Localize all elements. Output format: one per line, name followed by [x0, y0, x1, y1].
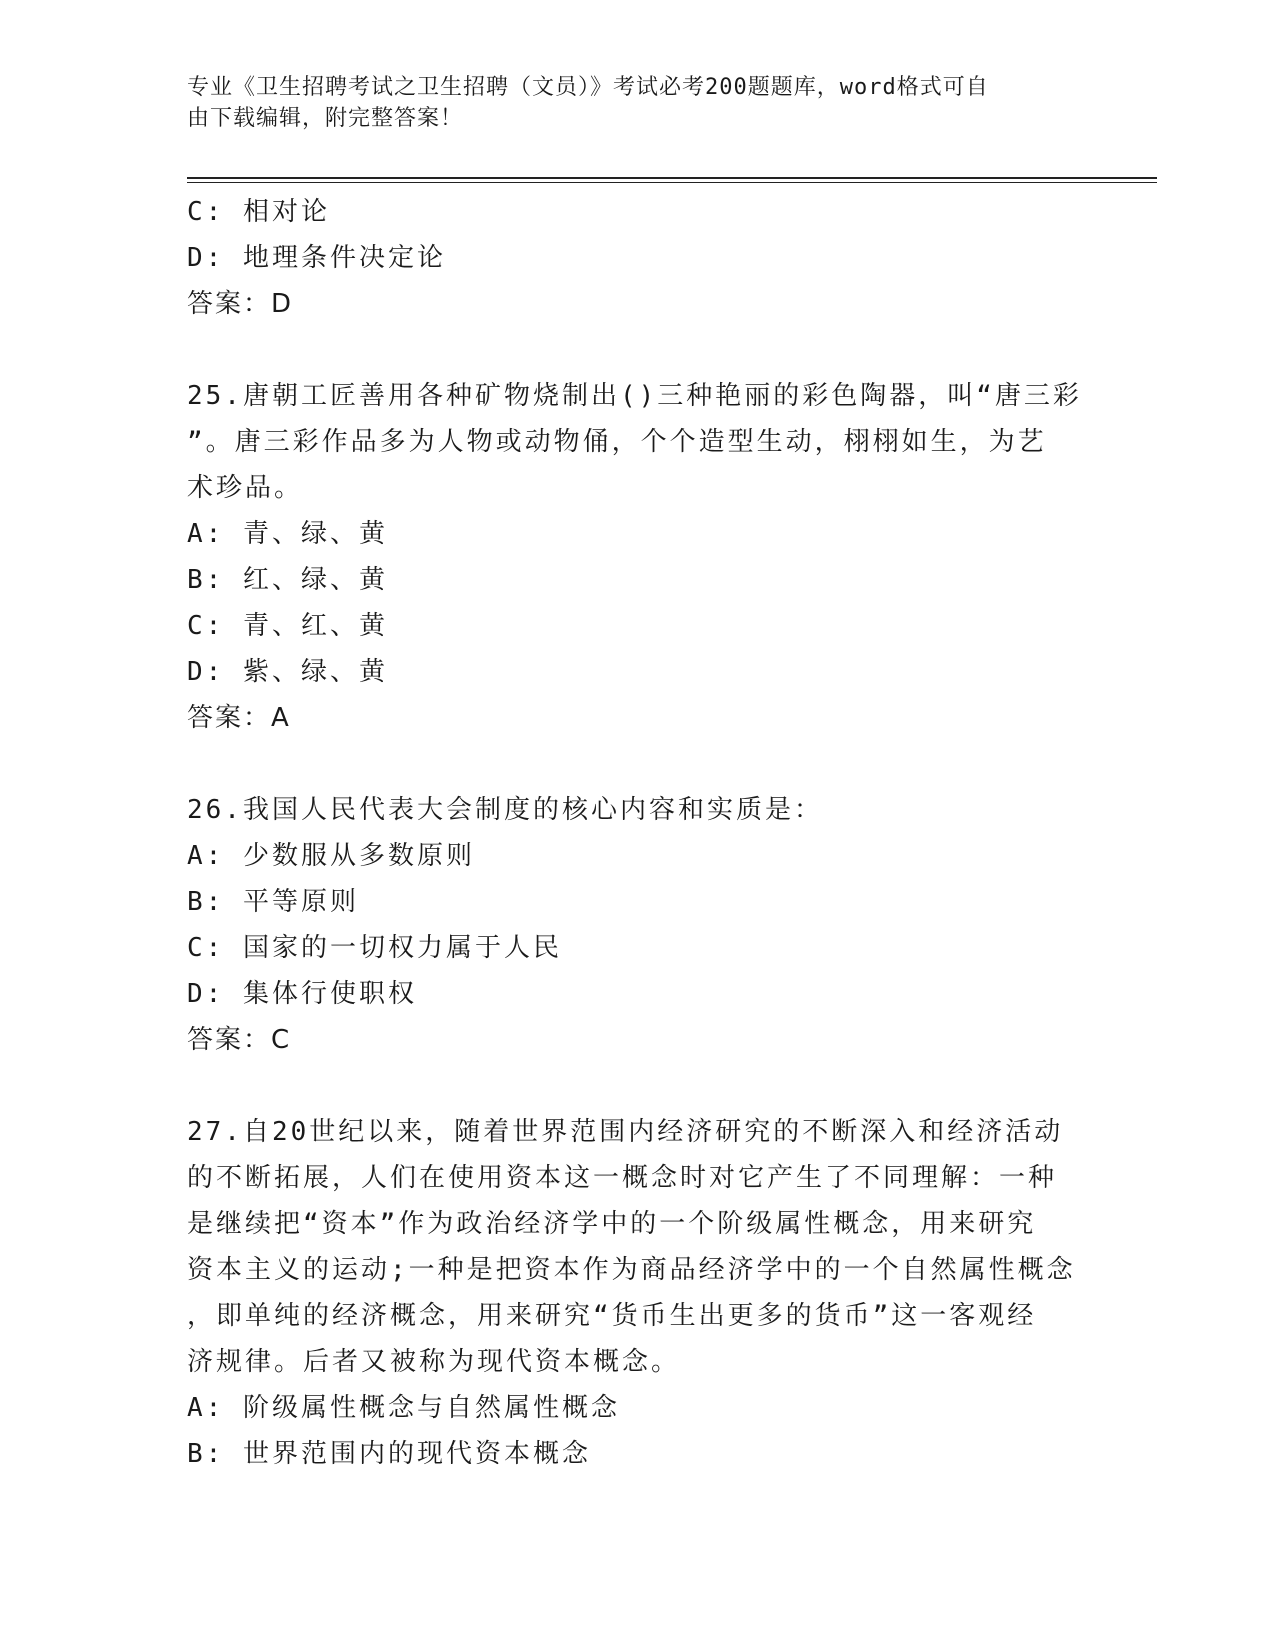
- option-d: D: 紫、绿、黄: [187, 657, 388, 687]
- question-27: [187, 1109, 1087, 1477]
- option-a: A: 少数服从多数原则: [187, 841, 475, 871]
- question-carryover: [187, 189, 1087, 327]
- stem-line: 术珍品。: [187, 473, 304, 503]
- option-c: C: 国家的一切权力属于人民: [187, 933, 562, 963]
- header-line-2: 由下载编辑，附完整答案！: [187, 106, 464, 131]
- answer-line: 答案：D: [187, 289, 294, 319]
- question-stem: [187, 373, 1087, 511]
- stem-line: ”。唐三彩作品多为人物或动物俑，个个造型生动，栩栩如生，为艺: [187, 427, 1047, 457]
- stem-line: 的不断拓展，人们在使用资本这一概念时对它产生了不同理解：一种: [187, 1163, 1058, 1193]
- option-a: A: 青、绿、黄: [187, 519, 388, 549]
- stem-line: 27.自20世纪以来，随着世界范围内经济研究的不断深入和经济活动: [187, 1117, 1064, 1147]
- option-b: B: 红、绿、黄: [187, 565, 388, 595]
- answer-line: 答案：C: [187, 1025, 292, 1055]
- document-header: [187, 72, 1077, 134]
- question-26: [187, 787, 1087, 1063]
- spacer: [187, 741, 1087, 787]
- option-c: C: 相对论: [187, 197, 330, 227]
- option-a: A: 阶级属性概念与自然属性概念: [187, 1393, 620, 1423]
- stem-line: 济规律。后者又被称为现代资本概念。: [187, 1347, 681, 1377]
- stem-line: ，即单纯的经济概念，用来研究“货币生出更多的货币”这一客观经: [187, 1301, 1037, 1331]
- answer-line: 答案：A: [187, 703, 291, 733]
- question-stem: [187, 787, 1087, 833]
- option-d: D: 地理条件决定论: [187, 243, 446, 273]
- stem-line: 25.唐朝工匠善用各种矿物烧制出()三种艳丽的彩色陶器，叫“唐三彩: [187, 381, 1082, 411]
- header-line-1: 专业《卫生招聘考试之卫生招聘（文员）》考试必考200题题库，word格式可自: [187, 75, 989, 100]
- option-d: D: 集体行使职权: [187, 979, 417, 1009]
- stem-line: 是继续把“资本”作为政治经济学中的一个阶级属性概念，用来研究: [187, 1209, 1037, 1239]
- option-c: C: 青、红、黄: [187, 611, 388, 641]
- spacer: [187, 327, 1087, 373]
- question-list: [187, 189, 1087, 1477]
- question-25: [187, 373, 1087, 741]
- stem-line: 资本主义的运动;一种是把资本作为商品经济学中的一个自然属性概念: [187, 1255, 1076, 1285]
- spacer: [187, 1063, 1087, 1109]
- header-divider: [187, 177, 1157, 179]
- option-b: B: 世界范围内的现代资本概念: [187, 1439, 591, 1469]
- option-b: B: 平等原则: [187, 887, 359, 917]
- stem-line: 26.我国人民代表大会制度的核心内容和实质是：: [187, 795, 823, 825]
- question-stem: [187, 1109, 1087, 1385]
- header-divider-thin: [187, 182, 1157, 183]
